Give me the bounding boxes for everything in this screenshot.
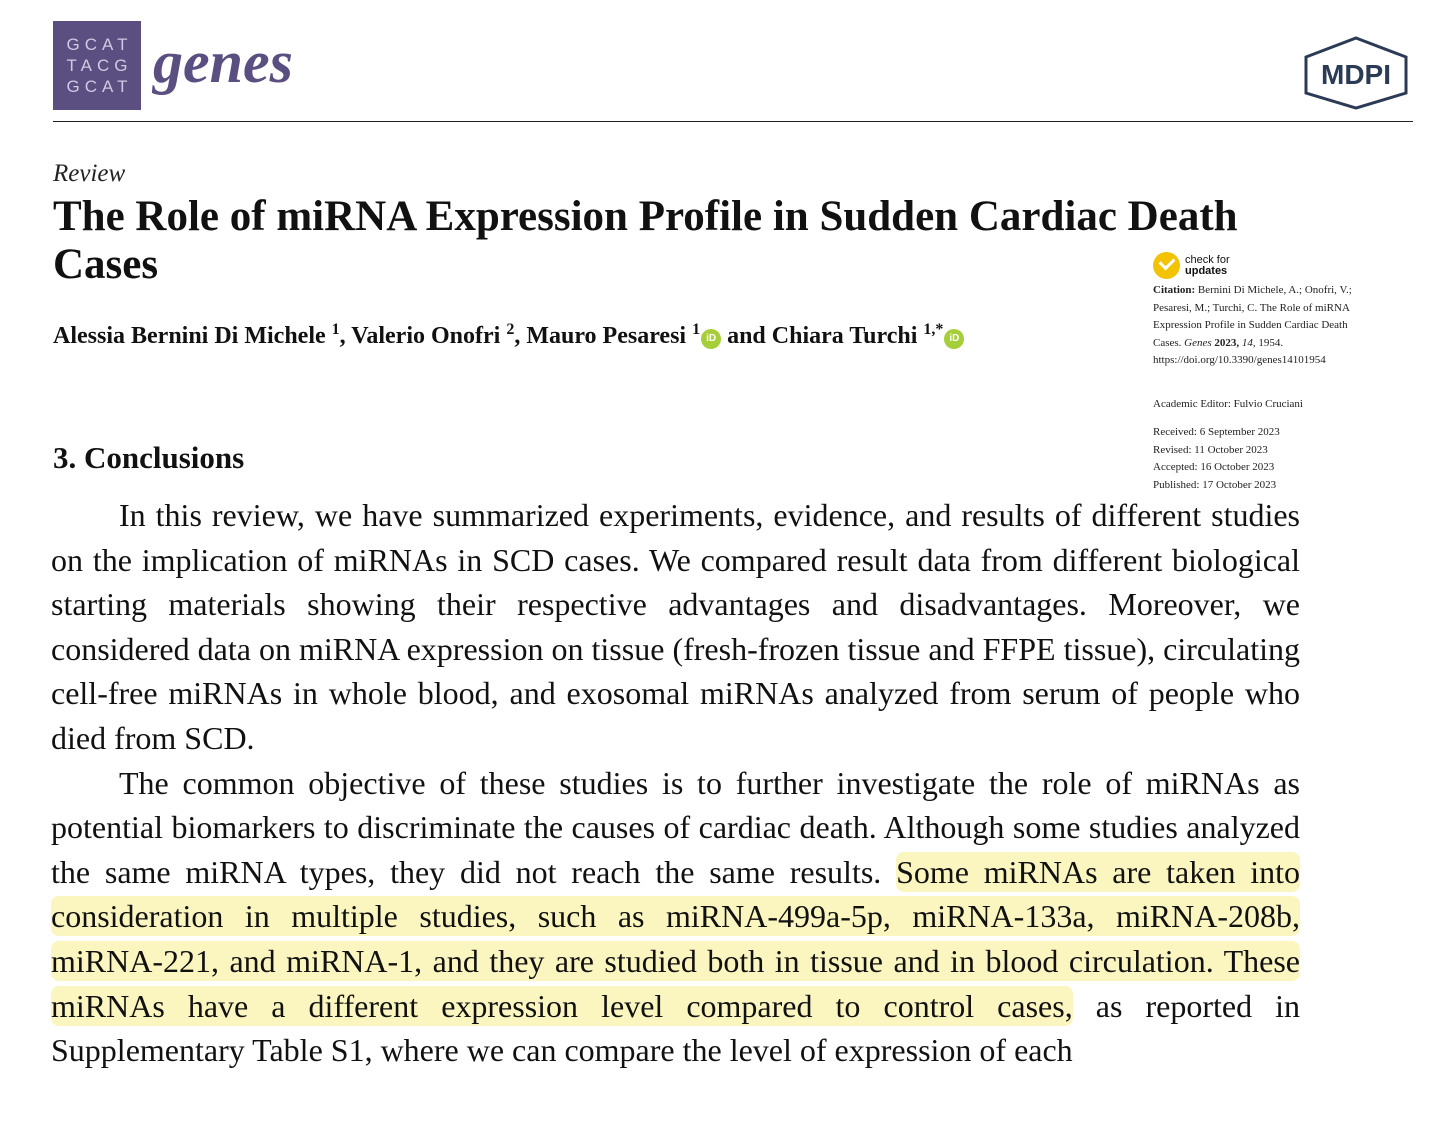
academic-editor: Academic Editor: Fulvio Cruciani bbox=[1153, 398, 1303, 410]
publisher-name: MDPI bbox=[1321, 59, 1391, 90]
citation-journal: Genes bbox=[1184, 336, 1212, 349]
author-name[interactable]: Mauro Pesaresi bbox=[526, 323, 687, 349]
author-affiliation: 1,* bbox=[923, 321, 944, 338]
check-for-updates-button[interactable] bbox=[1153, 252, 1230, 279]
citation-text: Bernini Di Michele, A.; Onofri, V.; Pesaresi, M.; Turchi, C. The Role of miRNA Expression Profile in Sudden Cardiac Death Cases. bbox=[1153, 284, 1352, 349]
revised-date: Revised: 11 October 2023 bbox=[1153, 443, 1268, 456]
accepted-date: Accepted: 16 October 2023 bbox=[1153, 461, 1275, 473]
checkmark-icon bbox=[1153, 252, 1180, 279]
dates-block bbox=[1153, 424, 1353, 494]
author-affiliation: 1 bbox=[331, 321, 340, 338]
citation-volume: 14, bbox=[1241, 336, 1256, 349]
received-date: Received: 6 September 2023 bbox=[1153, 426, 1280, 438]
paragraph-text: The common objective of these studies is to further investigate the role of miRNAs as potential biomarkers to discriminate the causes of cardiac death. Although some studies analyzed the same miRNA types, they did not reach the same results. bbox=[51, 764, 1300, 890]
paragraph bbox=[51, 761, 1300, 1073]
published-date: Published: 17 October 2023 bbox=[1153, 478, 1277, 491]
author-affiliation: 2 bbox=[506, 321, 515, 338]
orcid-icon[interactable]: iD bbox=[944, 329, 964, 349]
mdpi-logo bbox=[1300, 35, 1412, 111]
section-heading: 3. Conclusions bbox=[53, 440, 245, 475]
journal-logo bbox=[53, 21, 141, 110]
citation-label: Citation: bbox=[1153, 284, 1196, 296]
logo-row: GCAT bbox=[66, 77, 133, 96]
citation-block bbox=[1153, 282, 1353, 370]
highlighted-text[interactable]: Some miRNAs are taken into consideration in multiple studies, such as miRNA-499a-5p, miRNA-133a, miRNA-208b, miRNA-221, and miRNA-1, and they are studied both in tissue and in blood circulation. These miRNAs have a different expression level compared to control cases, bbox=[51, 853, 1301, 1024]
author-affiliation: 1 bbox=[692, 321, 701, 338]
author-name[interactable]: Chiara Turchi bbox=[771, 323, 918, 349]
citation-year: 2023, bbox=[1214, 336, 1240, 349]
body-text bbox=[51, 493, 1300, 1073]
author-list: Alessia Bernini Di Michele $^1$, Valerio Onofri $^2$, Mauro Pesaresi $^1$iD and Chiara Turchi $^{1,*}$iD bbox=[53, 321, 964, 350]
check-label-updates: updates bbox=[1185, 264, 1228, 277]
author-name[interactable]: Alessia Bernini Di Michele bbox=[53, 323, 326, 349]
article-type: Review bbox=[53, 160, 126, 187]
author-name[interactable]: Valerio Onofri bbox=[351, 323, 501, 349]
journal-name: genes bbox=[153, 29, 293, 95]
check-label: check for bbox=[1185, 253, 1230, 266]
logo-row: TACG bbox=[66, 56, 133, 75]
orcid-icon[interactable]: iD bbox=[701, 329, 721, 349]
paragraph-text: as reported in Supplementary Table S1, where we can compare the level of expression of each bbox=[51, 987, 1301, 1069]
article-title: The Role of miRNA Expression Profile in Sudden Cardiac Death Cases bbox=[53, 193, 1238, 288]
paragraph: In this review, we have summarized experiments, evidence, and results of different studies on the implication of miRNAs in SCD cases. We compared result data from different biological starting materials showing their respective advantages and disadvantages. Moreover, we considered data on miRNA expression on tissue (fresh-frozen tissue and FFPE tissue), circulating cell-free miRNAs in whole blood, and exosomal miRNAs analyzed from serum of people who died from SCD. bbox=[51, 497, 1300, 756]
citation-doi-link[interactable]: 1954. https://doi.org/10.3390/genes14101954 bbox=[1153, 336, 1326, 366]
logo-row: GCAT bbox=[66, 35, 133, 54]
header-divider bbox=[53, 121, 1413, 122]
